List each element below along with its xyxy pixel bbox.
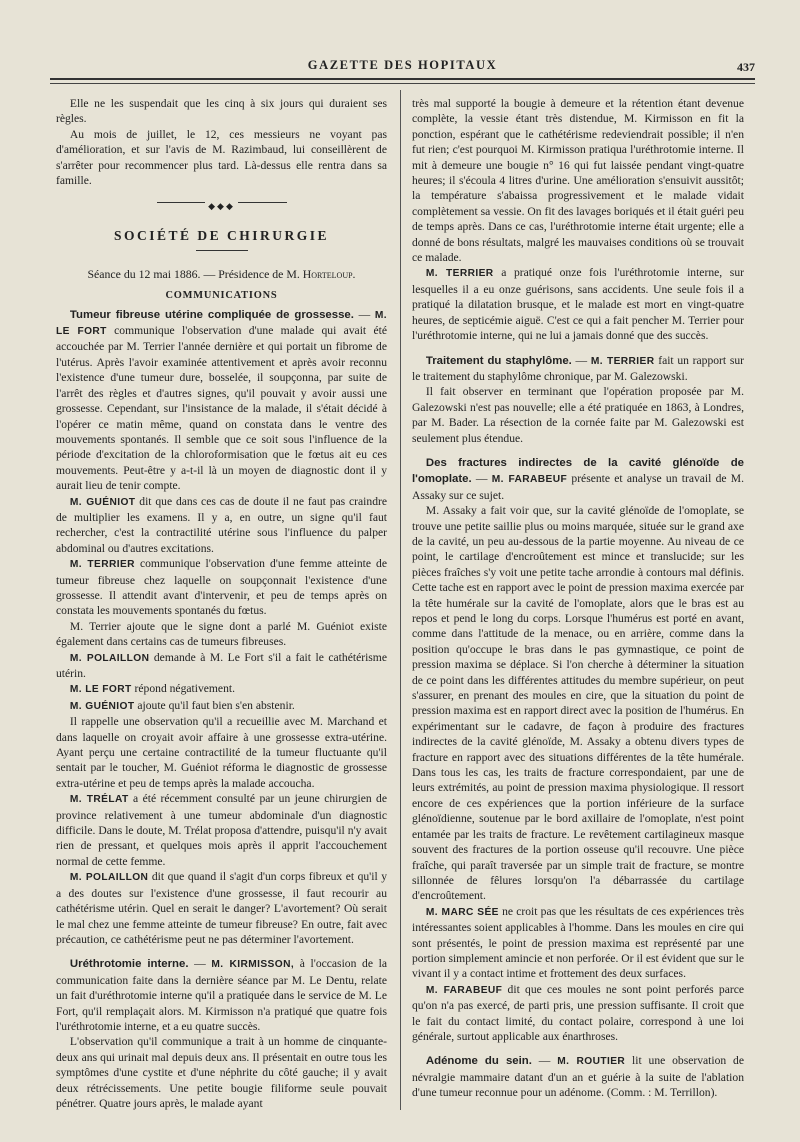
paragraph (412, 982, 744, 1045)
article-text: fait un rapport sur le traitement du staphylôme chronique, par M. Galezowski. (412, 353, 744, 383)
paragraph (56, 698, 387, 714)
paragraph-text: a été récemment consulté par un jeune chirurgien de province relativement à une tumeur abdominale d'un diagnostic difficile. Dans le doute, M. Trélat proposa d'attendre, puisqu'il n'y avait rien de pressant, et quelques mois après il apprit l'accouchement normal de cette femme. (56, 792, 387, 868)
paragraph-text: a pratiqué onze fois l'uréthrotomie interne, sur lesquelles il a eu onze guérisons, sans accidents. Une seule fois il a pratiqué la dilatation brusque, et le malade est mort en vingt-quatre heures, de septicémie aiguë. C'est ce qui a fait pencher M. Terrier pour l'uréthrotomie interne, qui ne lui a jamais donné que des succès. (412, 266, 744, 343)
speaker: M. LE FORT (69, 684, 132, 696)
column-divider (400, 90, 401, 1110)
paragraph-text: ajoute qu'il faut bien s'en abstenir. (137, 698, 295, 712)
paragraph-text: dit que quand il s'agit d'un corps fibreux et qu'il y a des doutes sur l'existence d'une grossesse, il faut recourir au cathétérisme utérin. Quel en serait le danger? L'avortement? Où serait le mal chez une femme atteinte de tumeur fibreuse? En outre, fait avec précaution, ce cathétérisme peut ne pas déterminer l'avortement. (56, 870, 387, 946)
spacer (56, 947, 387, 956)
paragraph: très mal supporté la bougie à demeure et la rétention étant devenue complète, la vessie étant très distendue, M. Kirmisson en fit la ponction, espérant que le cathétérisme redeviendrait possible; il n'en fut rien; c'est pourquoi M. Kirmisson pratiqua l'uréthrotomie interne. Il mit à demeure une bougie n° 16 qui fut laissée pendant vingt-quatre heures; il s'écoula 4 litres d'urine. Une amélioration s'ensuivit aussitôt; la température s'abaissa progressivement et le malade vidait complètement sa vessie. On fit des lavages boriqués et il était guéri peu de temps après. Dans ce cas, l'uréthrotomie interne était urgente; elle a donné de bons résultats, malgré les mauvaises conditions où se trouvait ce malade. (412, 97, 744, 265)
header-rule (50, 78, 755, 84)
article-adenome: Adénome du sein. — M. ROUTIER lit une observation de névralgie mammaire datant d'un an et guérie à la suite de l'ablation d'une tumeur reconnue pour un adénome. (Comm. : M. Terrillon). (412, 1054, 744, 1100)
speaker: M. TERRIER (69, 559, 135, 571)
paragraph-text: dit que dans ces cas de doute il ne faut pas craindre de multiplier les examens. Il y a, en outre, un signe qu'il faut rechercher, c'est la contractilité utérine sous l'influence du palper abdominal ou d'autres excitations. (56, 494, 387, 555)
article-text: à l'occasion de la communication faite dans la dernière séance par M. Le Dentu, relate un fait d'uréthrotomie interne qu'il a pratiquée dans le service de M. Le Fort, qu'il remplaçait alors. M. Kirmisson n'a pratiqué que quatre fois l'uréthrotomie interne, et a eu quatre succès. (56, 957, 387, 1033)
speaker: M. POLAILLON (69, 652, 150, 664)
speaker: M. GUÉNIOT (69, 700, 135, 712)
paragraph: M. Terrier ajoute que le signe dont a parlé M. Guéniot existe également dans certains cas de tumeurs fibreuses. (56, 619, 387, 649)
communications-heading: COMMUNICATIONS (165, 290, 278, 302)
speaker: M. KIRMISSON, (211, 959, 295, 971)
article-staphylome: Traitement du staphylôme. — M. TERRIER fait un rapport sur le traitement du staphylôme chronique, par M. Galezowski. (412, 353, 744, 383)
page-number: 437 (737, 60, 755, 74)
paragraph: Il fait observer en terminant que l'opération proposée par M. Galezowski n'est pas nouvelle; elle a été pratiquée en 1863, à Londres, par M. Bader. La résection de la cornée faite par M. Galezowski est seulement plus étendue. (412, 385, 744, 445)
paragraph (412, 265, 744, 343)
paragraph: Au mois de juillet, le 12, ces messieurs ne voyant pas d'amélioration, et sur l'avis de M. Razimbaud, lui conseillèrent de s'arrêter pour recommencer plus tard. Là-dessus elle rentra dans sa famille. (56, 127, 387, 188)
paragraph (56, 494, 387, 557)
president-name: Horteloup. (302, 266, 356, 281)
article-tumeur: Tumeur fibreuse utérine compliquée de grossesse. — M. LE FORT communique l'observation d'une malade qui avait été accouchée par M. Terrier l'année dernière et qui portait un fibrome de l'utérus. Après l'avoir examinée attentivement et après avoir reconnu l'existence d'une tumeur dure, bosselée, il soupçonna, par suite de l'arrêt des règles et d'autres signes, qu'il pouvait y avoir aussi une grossesse. Cependant, sur l'insistance de la malade, il s'était décidé à l'opérer ce matin même, quand on constata dans le ventre des mouvements spontanés. Il semble que ce soit sous l'influence de la période d'excitation de la chloroformisation que le fœtus ait eu ces mouvements. Peut-être y a-t-il là un moyen de diagnostic dont il y aurait lieu de tenir compte. (56, 307, 387, 493)
article-title: Adénome du sein. (425, 1055, 532, 1068)
speaker: M. LE FORT (56, 309, 387, 338)
paragraph-text: répond négativement. (134, 682, 235, 696)
paragraph-text: communique l'observation d'une femme atteinte de tumeur fibreuse chez laquelle on soupçonnait l'existence d'une grossesse. Il attendit avant d'intervenir, et peu de temps après on constata les mouvements spontanés du fœtus. (56, 557, 387, 618)
spacer (412, 344, 744, 353)
article-fractures: Des fractures indirectes de la cavité glénoïde de l'omoplate. — M. FARABEUF présente et analyse un travail de M. Assaky sur ce sujet. (412, 456, 744, 502)
spacer (412, 446, 744, 455)
session-line (56, 267, 387, 282)
paragraph-text: demande à M. Le Fort s'il a fait le cathétérisme utérin. (56, 650, 387, 680)
paragraph: Il rappelle une observation qu'il a recueillie avec M. Marchand et dans laquelle on croyait avoir affaire à une grossesse extra-utérine. Ayant perçu une certaine contractilité de la tumeur fluctuante qu'il sentait par le toucher, M. Guéniot réforma le diagnostic de grossesse extra-utérine et peu de temps après la malade accoucha. (56, 715, 387, 790)
article-title: Des fractures indirectes de la cavité glénoïde de l'omoplate. (412, 456, 744, 486)
article-text: lit une observation de névralgie mammaire datant d'un an et guérie à la suite de l'ablation d'une tumeur reconnue pour un adénome. (Comm. : M. Terrillon). (412, 1054, 744, 1100)
speaker: M. FARABEUF (425, 984, 503, 996)
paragraph (412, 904, 744, 982)
spacer (412, 1044, 744, 1053)
paragraph: M. Assaky a fait voir que, sur la cavité glénoïde de l'omoplate, se trouve une petite saillie plus ou moins marquée, située sur le grand axe de la cavité, un peu au-dessous de la partie moyenne. Au niveau de ce point, le cartilage d'encroûtement est mince et translucide; sur les pièces fraîches s'y voit une petite tache arrondie à contours mal définis. Cette tache est en rapport avec le point de pression maxima exercée par la tête humérale sur la cavité de l'omoplate, alors que le bras est au repos et pend le long du corps. Lorsque l'humérus est porté en avant, comme dans l'attitude de la menace, ou en arrière, comme dans la position qu'occupe le bras dans le pas gymnastique, ce point de pression maxima se déplace. Si l'on cherche à déterminer la situation de ce point dans les différentes attitudes du membre supérieur, on peut s'assurer, en prenant des moules en cire, que la situation du point de pression maxima est en rapport direct avec la position de l'humérus. En expérimentant sur le cadavre, de façon à produire des fractures indirectes de la cavité glénoïde, M. Assaky a obtenu divers types de fracture en rapport avec des situations différentes de la tête humérale. Dans tous les cas, les traits de fracture correspondaient, par une de leurs extrémités, au point de pression maxima physiologique. Il ressort encore de ces expériences que la portion inférieure de la surface glénoïdienne, soutenue par le bord axillaire de l'omoplate, n'est point entamée par les traits de fracture. Le revêtement cartilagineux masque souvent des fractures de la portion osseuse qu'il recouvre. Une pièce fraîche, qui paraît traversée par un simple trait de fracture, se montre sillonnée de fêlures lorsqu'on l'a débarrassée du cartilage d'encroûtement. (412, 504, 744, 903)
paragraph (56, 791, 387, 869)
left-column (56, 96, 387, 1126)
paragraph: L'observation qu'il communique a trait à un homme de cinquante-deux ans qui urinait mal depuis deux ans. Il présentait en outre tous les symptômes d'une cystite et d'une néphrite du côté gauche; il y avait deux rétrécissements. Une petite bougie filiforme seule pouvait pénétrer. Quatre jours après, le malade ayant (56, 1035, 387, 1110)
session-text: Séance du 12 mai 1886. — Présidence de M. (87, 266, 300, 281)
society-title: SOCIÉTÉ DE CHIRURGIE (113, 228, 330, 244)
article-title: Traitement du staphylôme. (425, 354, 572, 367)
paragraph (56, 869, 387, 947)
article-text: présente et analyse un travail de M. Assaky sur ce sujet. (412, 472, 744, 502)
speaker: M. TERRIER (590, 355, 655, 367)
speaker: M. ROUTIER (557, 1056, 626, 1068)
speaker: M. FARABEUF (491, 474, 568, 486)
paragraph (56, 650, 387, 682)
speaker: M. GUÉNIOT (69, 496, 136, 508)
article-title: Tumeur fibreuse utérine compliquée de grossesse. (69, 308, 354, 321)
short-rule (196, 250, 248, 251)
paragraph: Elle ne les suspendait que les cinq à six jours qui duraient ses règles. (56, 97, 387, 126)
speaker: M. TERRIER (425, 268, 494, 280)
paragraph (56, 556, 387, 619)
paragraph-text: dit que ces moules ne sont point perforés parce qu'on n'a pas exercé, de parti pris, une pression suffisante. Il croit que le fait du contact limité, du contact polaire, correspond à une loi générale, surtout applicable aux énarthroses. (412, 982, 744, 1043)
speaker: M. MARC SÉE (425, 906, 499, 918)
article-urethrotomie: Uréthrotomie interne. — M. KIRMISSON, à l'occasion de la communication faite dans la dernière séance par M. Le Dentu, relate un fait d'uréthrotomie interne qu'il a pratiquée dans le service de M. Le Fort, qu'il remplaçait alors. M. Kirmisson n'a pratiqué que quatre fois l'uréthrotomie interne, et a eu quatre succès. (56, 957, 387, 1033)
speaker: M. TRÉLAT (69, 794, 129, 806)
running-title: GAZETTE DES HOPITAUX (307, 58, 498, 72)
article-text: communique l'observation d'une malade qui avait été accouchée par M. Terrier l'année dernière et qui portait un fibrome de l'utérus. Après l'avoir examinée attentivement et après avoir reconnu l'existence d'une tumeur dure, bosselée, il soupçonna, par suite de l'arrêt des règles et d'autres signes, qu'il pouvait y avoir aussi une grossesse. Cependant, sur l'insistance de la malade, il s'était décidé à l'opérer ce matin même, quand on constata dans le ventre des mouvements spontanés. Il semble que ce soit sous l'influence de la période d'excitation de la chloroformisation que le fœtus ait eu ces mouvements. Peut-être y a-t-il là un moyen de diagnostic dont il y aurait lieu de tenir compte. (56, 324, 387, 493)
paragraph (56, 681, 387, 697)
right-column (412, 96, 744, 1126)
ornament-divider: ◆◆◆ (157, 198, 287, 206)
speaker: M. POLAILLON (69, 872, 149, 884)
paragraph-text: ne croit pas que les résultats de ces expériences très intéressantes soient applicables à l'homme. Dans les moules en cire qui sont présentés, le point de pression maxima est représenté par une portion simplement amincie et non perforée. Or il est évident que sur le vivant il y a contact intime et frottement des deux surfaces. (412, 904, 744, 981)
article-title: Uréthrotomie interne. (69, 958, 189, 971)
